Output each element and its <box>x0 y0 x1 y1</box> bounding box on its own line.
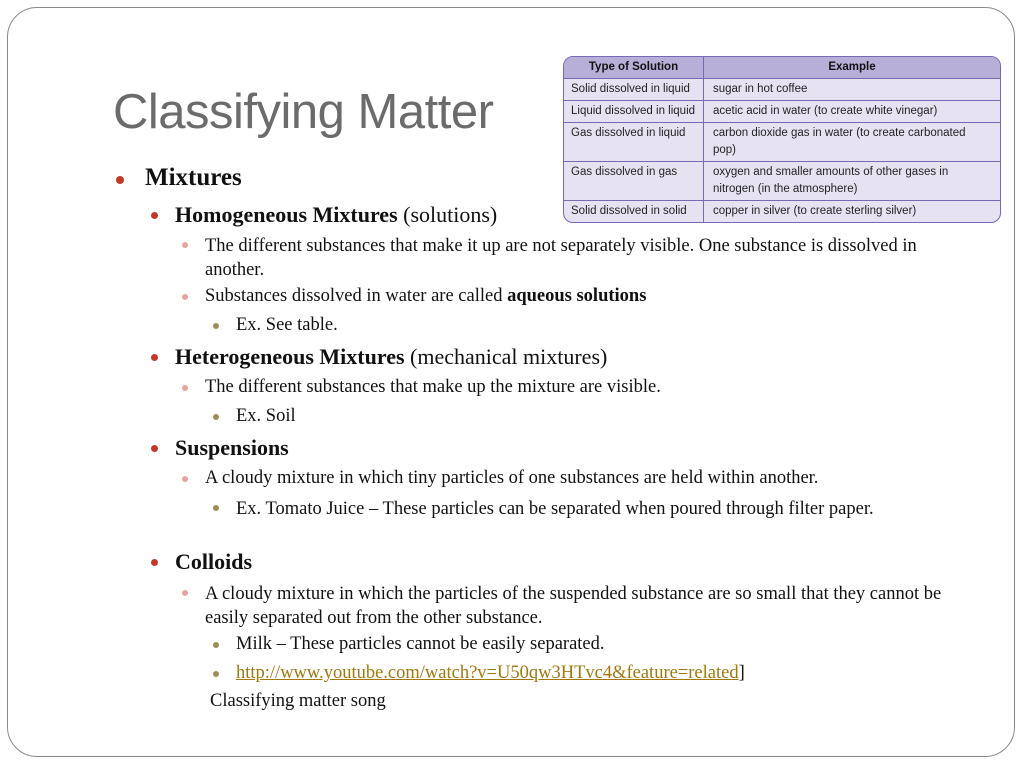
table-cell-example: oxygen and smaller amounts of other gases in nitrogen (in the atmosphere) <box>713 166 949 195</box>
bullet-dot-icon <box>151 559 158 566</box>
bullet-dot-icon <box>213 414 219 420</box>
bullet-text: A cloudy mixture in which tiny particles of one substances are held within another. <box>205 468 819 488</box>
solution-types-table <box>563 56 1001 223</box>
bullet-suspensions <box>175 435 289 461</box>
bullet-suspensions-desc <box>205 468 818 489</box>
bullet-label: Suspensions <box>175 435 289 460</box>
bullet-homogeneous-example <box>236 315 338 336</box>
bullet-dot-icon <box>116 176 124 184</box>
table-cell-type: Solid dissolved in solid <box>564 201 704 222</box>
bullet-heterogeneous <box>175 344 607 370</box>
table-cell-example: copper in silver (to create sterling silver) <box>713 205 917 217</box>
bullet-dot-icon <box>182 476 188 482</box>
link-suffix: ] <box>738 663 745 683</box>
bullet-dot-icon <box>213 323 219 329</box>
song-caption: Classifying matter song <box>210 691 386 711</box>
table-cell-type: Gas dissolved in gas <box>564 162 704 200</box>
bullet-text: Milk – These particles cannot be easily separated. <box>236 634 605 654</box>
bullet-text: Mixtures <box>145 164 242 191</box>
slide-title: Classifying Matter <box>113 85 494 139</box>
bullet-dot-icon <box>151 445 158 452</box>
bullet-text: The different substances that make up the mixture are visible. <box>205 377 661 397</box>
bullet-heterogeneous-example <box>236 406 296 427</box>
bullet-text: Ex. Tomato Juice – These particles can be separated when poured through filter paper. <box>236 499 874 519</box>
table-header-example: Example <box>828 61 876 73</box>
bullet-colloids <box>175 549 252 575</box>
bullet-text: Ex. Soil <box>236 406 296 426</box>
bullet-colloids-link <box>236 663 745 684</box>
bullet-heterogeneous-desc <box>205 377 661 398</box>
bullet-paren: (solutions) <box>397 202 498 227</box>
bullet-label: Homogeneous Mixtures <box>175 202 398 227</box>
table-cell-example: sugar in hot coffee <box>713 83 808 95</box>
bullet-homogeneous <box>175 202 497 228</box>
table-cell-example: acetic acid in water (to create white vinegar) <box>713 105 938 117</box>
bullet-dot-icon <box>182 294 188 300</box>
bullet-dot-icon <box>151 354 158 361</box>
table-row <box>564 100 1000 122</box>
bullet-dot-icon <box>213 505 219 511</box>
youtube-link[interactable]: http://www.youtube.com/watch?v=U50qw3HTvc4&feature=related <box>236 663 739 683</box>
table-header-type: Type of Solution <box>564 57 704 78</box>
bullet-suspensions-example <box>236 497 936 521</box>
bullet-label: Colloids <box>175 549 253 574</box>
bullet-dot-icon <box>213 642 219 648</box>
bullet-homogeneous-desc <box>205 234 940 282</box>
table-cell-type: Gas dissolved in liquid <box>564 123 704 161</box>
bullet-colloids-desc <box>205 582 945 630</box>
bullet-mixtures <box>145 164 242 192</box>
bullet-colloids-example <box>236 634 605 655</box>
bullet-dot-icon <box>182 590 188 596</box>
table-header-row <box>564 57 1000 78</box>
table-cell-example: carbon dioxide gas in water (to create carbonated pop) <box>713 127 966 156</box>
table-row <box>564 200 1000 222</box>
table-row <box>564 161 1000 200</box>
table-row <box>564 122 1000 161</box>
table-cell-type: Solid dissolved in liquid <box>564 79 704 100</box>
bullet-bold-term: aqueous solutions <box>507 286 647 306</box>
bullet-dot-icon <box>182 385 188 391</box>
bullet-text: Ex. See table. <box>236 315 338 335</box>
bullet-text: The different substances that make it up are not separately visible. One substance is dissolved in another. <box>205 236 917 280</box>
bullet-label: Heterogeneous Mixtures <box>175 344 405 369</box>
table-cell-type: Liquid dissolved in liquid <box>564 101 704 122</box>
bullet-aqueous <box>205 286 646 307</box>
bullet-dot-icon <box>151 212 158 219</box>
bullet-paren: (mechanical mixtures) <box>404 344 608 369</box>
bullet-text: Substances dissolved in water are called <box>205 286 508 306</box>
table-row <box>564 78 1000 100</box>
bullet-dot-icon <box>213 671 219 677</box>
bullet-text: A cloudy mixture in which the particles of the suspended substance are so small that they cannot be easily separated out from the other substance. <box>205 584 942 628</box>
bullet-dot-icon <box>182 242 188 248</box>
